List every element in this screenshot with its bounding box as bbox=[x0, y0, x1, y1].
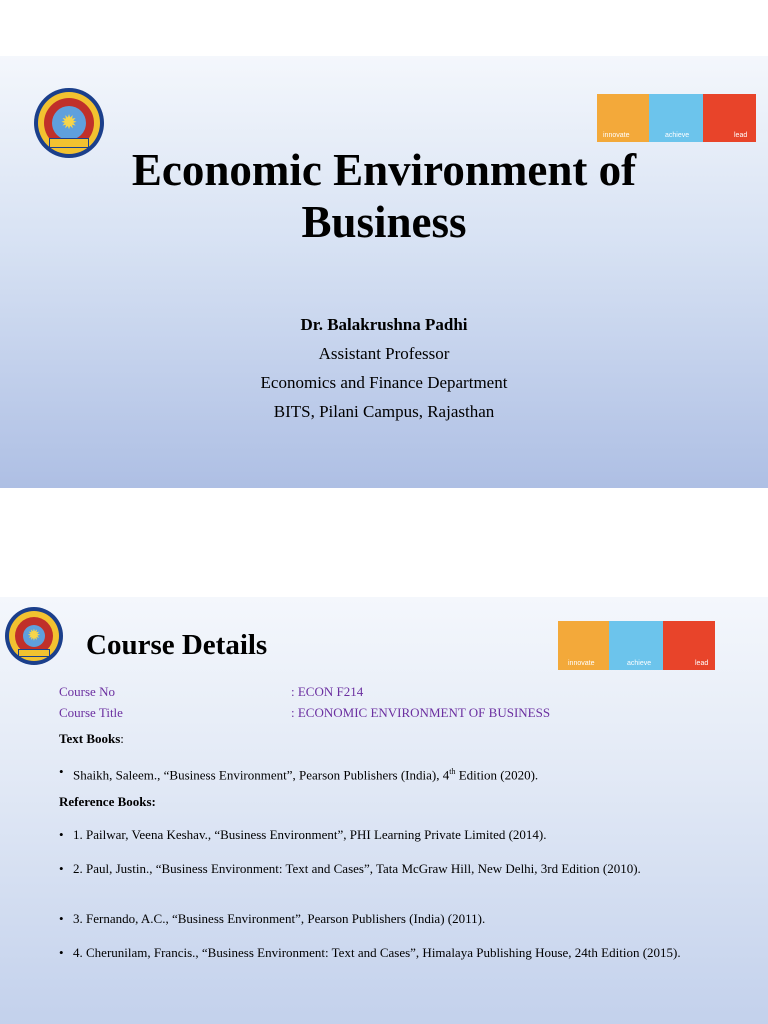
title-slide bbox=[0, 56, 768, 488]
author-department: Economics and Finance Department bbox=[260, 373, 508, 392]
course-no-label: Course No bbox=[59, 684, 115, 699]
author-campus: BITS, Pilani Campus, Rajasthan bbox=[273, 402, 495, 421]
course-title-label: Course Title bbox=[59, 705, 123, 720]
course-details-slide bbox=[0, 597, 768, 1024]
course-title-value: : ECONOMIC ENVIRONMENT OF BUSINESS bbox=[291, 705, 551, 720]
bits-emblem-logo: ✹ bbox=[5, 607, 63, 665]
brand-strip-logo bbox=[558, 621, 715, 670]
title-line-1: Economic Environment of bbox=[131, 145, 637, 195]
course-title-row bbox=[59, 705, 551, 721]
brand-achieve-label: achieve bbox=[665, 132, 690, 139]
reference-item: • 2. Paul, Justin., “Business Environment: Text and Cases”, Tata McGraw Hill, New Delhi, 3rd Edition (2010). bbox=[59, 861, 641, 876]
textbook-item: • Shaikh, Saleem., “Business Environment”, Pearson Publishers (India), 4th Edition (2020). bbox=[59, 764, 539, 783]
presentation-title bbox=[0, 144, 768, 248]
brand-lead-label: lead bbox=[734, 132, 748, 139]
slide-title: Course Details bbox=[86, 629, 268, 661]
course-no-row bbox=[59, 684, 364, 700]
course-no-value: : ECON F214 bbox=[291, 684, 364, 699]
brand-innovate-label: innovate bbox=[568, 660, 595, 667]
author-name: Dr. Balakrushna Padhi bbox=[300, 315, 468, 334]
reference-item: • 3. Fernando, A.C., “Business Environment”, Pearson Publishers (India) (2011). bbox=[59, 911, 486, 926]
brand-innovate-label: innovate bbox=[603, 132, 630, 139]
reference-item: • 1. Pailwar, Veena Keshav., “Business Environment”, PHI Learning Private Limited (2014). bbox=[59, 827, 547, 842]
textbooks-heading: Text Books: bbox=[59, 731, 124, 746]
author-role: Assistant Professor bbox=[318, 344, 450, 363]
bullet-dot: • bbox=[59, 764, 64, 779]
reference-books-heading: Reference Books: bbox=[59, 794, 156, 809]
bits-emblem-logo: ✹ bbox=[34, 88, 104, 158]
brand-achieve-label: achieve bbox=[627, 660, 652, 667]
author-block bbox=[0, 310, 768, 426]
title-line-2: Business bbox=[301, 197, 467, 247]
reference-item: • 4. Cherunilam, Francis., “Business Environment: Text and Cases”, Himalaya Publishing House, 24th Edition (2015). bbox=[59, 945, 681, 960]
brand-lead-label: lead bbox=[695, 660, 709, 667]
brand-strip-logo bbox=[597, 94, 756, 142]
